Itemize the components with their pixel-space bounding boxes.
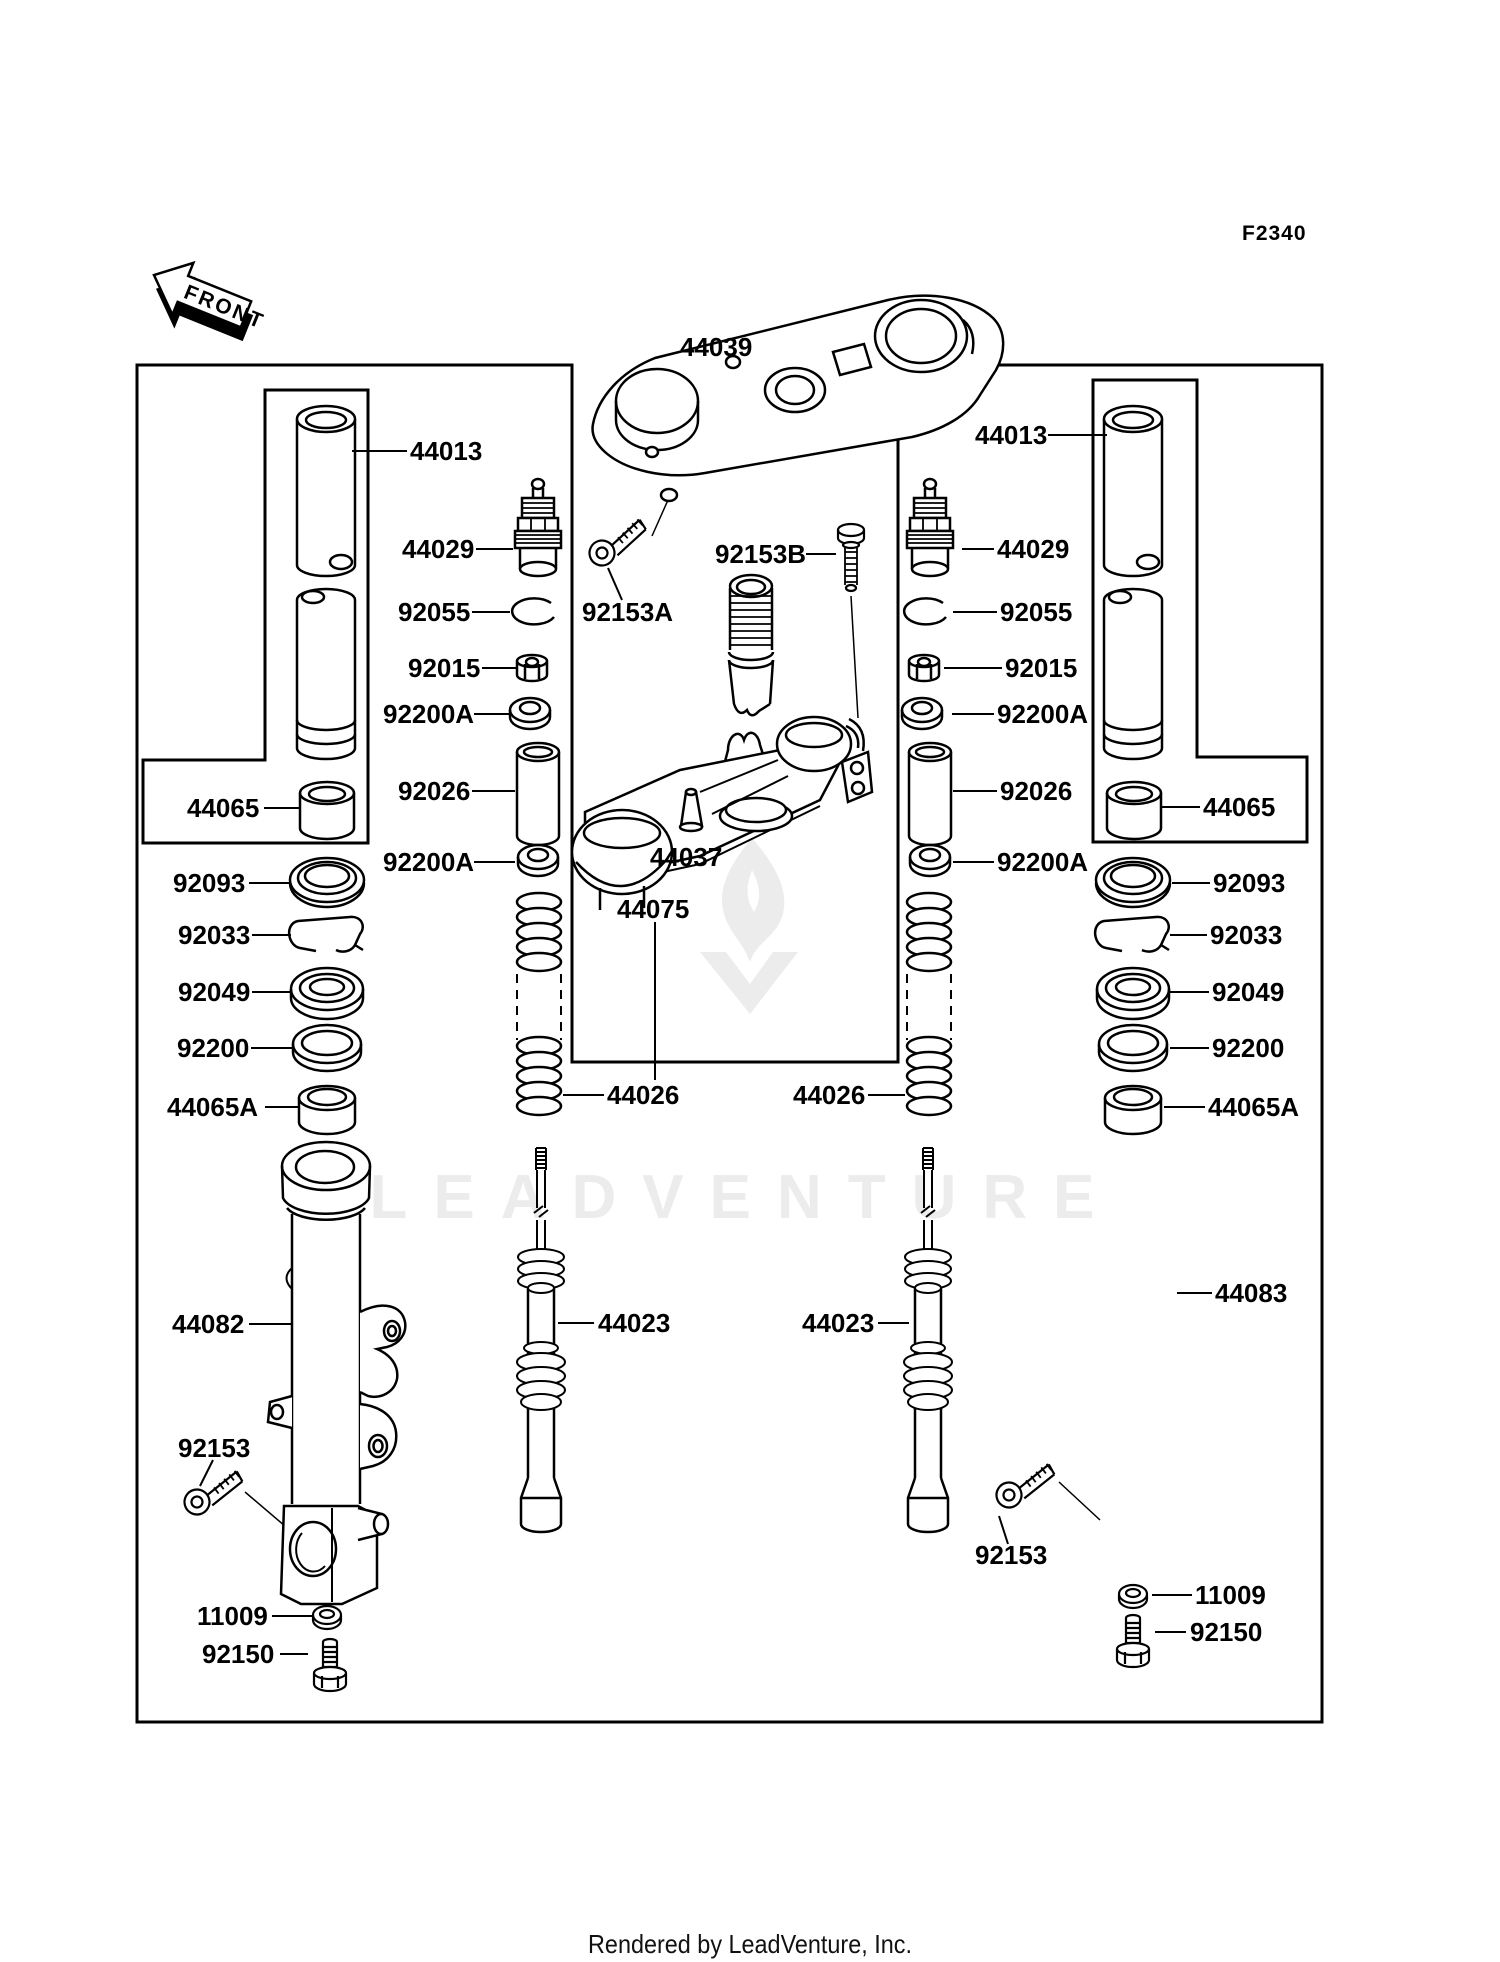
part-callout-44029: 44029 xyxy=(997,534,1070,564)
part-callout-92200A: 92200A xyxy=(997,847,1089,877)
part-callout-92153A: 92153A xyxy=(582,597,674,627)
part-callout-92153: 92153 xyxy=(975,1540,1048,1570)
part-callout-44013: 44013 xyxy=(975,420,1048,450)
front-arrow-icon xyxy=(138,251,275,359)
part-callout-44039: 44039 xyxy=(680,332,753,362)
right-small-parts xyxy=(902,479,953,876)
right-fork-spring xyxy=(907,893,951,1115)
part-callout-92153: 92153 xyxy=(178,1433,251,1463)
part-callout-44026: 44026 xyxy=(607,1080,680,1110)
part-callout-44029: 44029 xyxy=(402,534,475,564)
watermark-text: LEADVENTURE xyxy=(369,1163,1121,1232)
watermark-logo xyxy=(369,838,1120,1232)
front-arrow-label: FRONT xyxy=(180,280,269,334)
footer-credit: Rendered by LeadVenture, Inc. xyxy=(588,1929,912,1959)
part-callout-92026: 92026 xyxy=(398,776,471,806)
part-callout-11009: 11009 xyxy=(197,1601,268,1631)
left-drain-bolt-92150 xyxy=(314,1639,346,1691)
part-callout-92055: 92055 xyxy=(1000,597,1073,627)
part-callout-44037: 44037 xyxy=(650,842,723,872)
part-callout-92055: 92055 xyxy=(398,597,471,627)
clamp-bolt-92153A xyxy=(584,518,653,569)
part-callout-44065A: 44065A xyxy=(1208,1092,1300,1122)
left-inner-tube xyxy=(297,406,355,839)
figure-code: F2340 xyxy=(1242,222,1307,245)
right-washer-11009 xyxy=(1119,1585,1147,1608)
left-small-parts xyxy=(510,479,561,876)
part-callout-44065: 44065 xyxy=(187,793,260,823)
part-callout-44082: 44082 xyxy=(172,1309,245,1339)
top-triple-clamp xyxy=(593,296,1004,501)
part-callout-92153B: 92153B xyxy=(715,539,807,569)
part-callout-92015: 92015 xyxy=(408,653,481,683)
part-callout-92150: 92150 xyxy=(1190,1617,1263,1647)
right-inner-tube xyxy=(1104,406,1162,839)
stem-bolt-92153B xyxy=(838,524,864,591)
right-drain-bolt-92150 xyxy=(1117,1615,1149,1667)
part-callout-44023: 44023 xyxy=(802,1308,875,1338)
part-callout-92033: 92033 xyxy=(1210,920,1283,950)
part-callout-44023: 44023 xyxy=(598,1308,671,1338)
part-callout-92150: 92150 xyxy=(202,1639,275,1669)
part-callout-92200: 92200 xyxy=(1212,1033,1285,1063)
right-axle-bolt-92153 xyxy=(992,1463,1060,1510)
right-tube-box xyxy=(1093,380,1307,842)
part-callout-44083: 44083 xyxy=(1215,1278,1288,1308)
part-callout-11009: 11009 xyxy=(1195,1580,1266,1610)
part-callout-92015: 92015 xyxy=(1005,653,1078,683)
part-callout-92049: 92049 xyxy=(1212,977,1285,1007)
left-washer-11009 xyxy=(313,1606,341,1629)
left-tube-box xyxy=(143,390,368,843)
part-callout-92200A: 92200A xyxy=(383,847,475,877)
right-seal-stack xyxy=(1095,858,1170,1134)
left-axle-bolt-92153 xyxy=(180,1470,248,1517)
part-callout-44075: 44075 xyxy=(617,894,690,924)
part-callout-92200A: 92200A xyxy=(383,699,475,729)
part-callout-44065: 44065 xyxy=(1203,792,1276,822)
part-callout-44065A: 44065A xyxy=(167,1092,259,1122)
part-callout-92200: 92200 xyxy=(177,1033,250,1063)
part-callout-92093: 92093 xyxy=(1213,868,1286,898)
part-callout-44026: 44026 xyxy=(793,1080,866,1110)
left-seal-stack xyxy=(289,858,364,1134)
part-callout-44013: 44013 xyxy=(410,436,483,466)
part-callout-92049: 92049 xyxy=(178,977,251,1007)
part-callout-92093: 92093 xyxy=(173,868,246,898)
part-callout-92026: 92026 xyxy=(1000,776,1073,806)
left-fork-spring xyxy=(517,893,561,1115)
part-callout-92200A: 92200A xyxy=(997,699,1089,729)
part-callout-92033: 92033 xyxy=(178,920,251,950)
